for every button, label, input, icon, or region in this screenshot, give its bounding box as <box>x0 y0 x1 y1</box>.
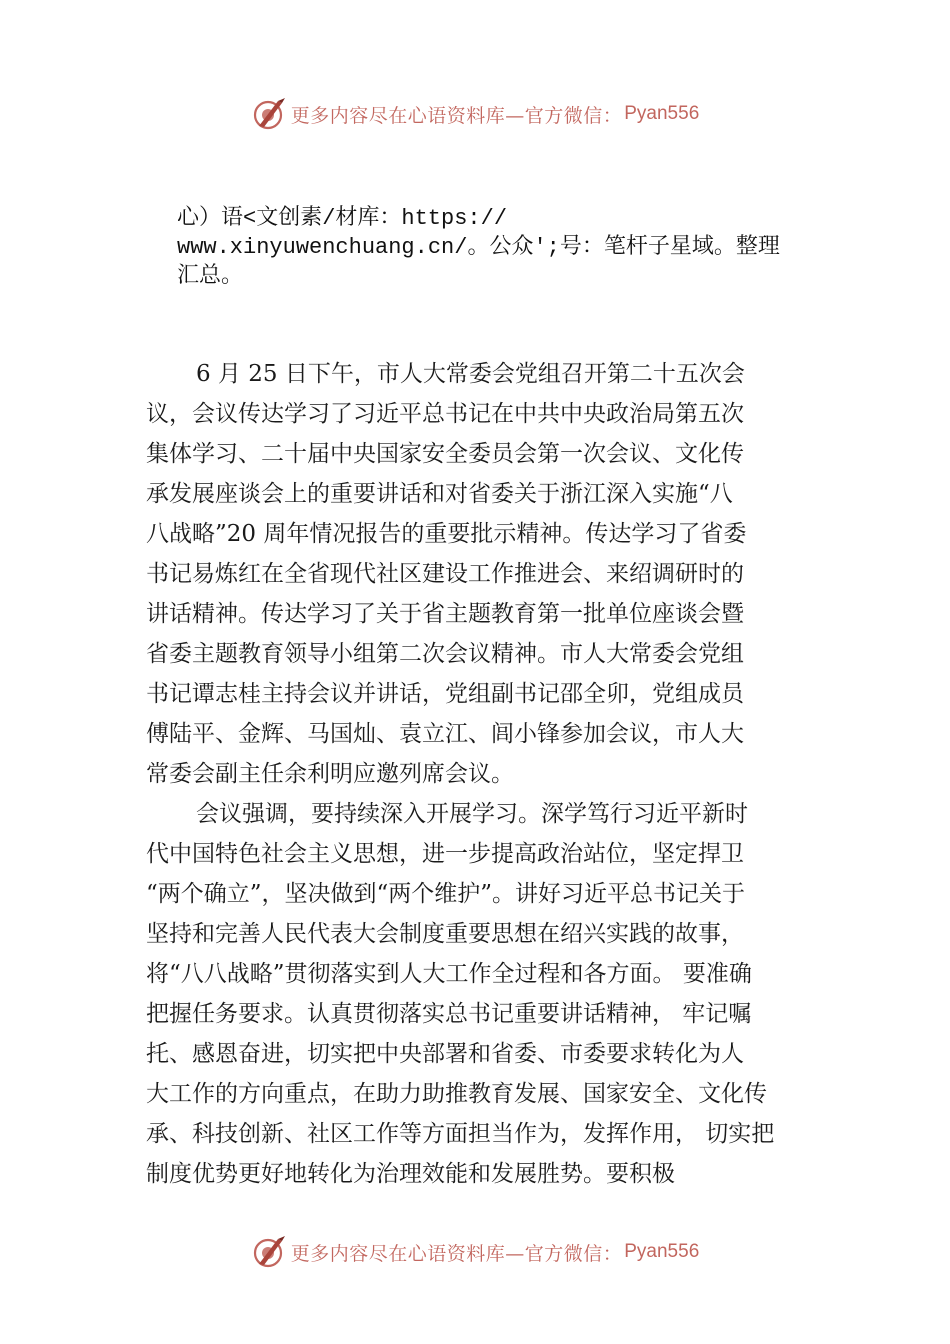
header-banner-text: 更多内容尽在心语资料库—官方微信： <box>290 104 623 127</box>
paragraph-line: 八战略”20 周年情况报告的重要批示精神。传达学习了省委 <box>146 521 747 547</box>
paragraph-line: 书记易炼红在全省现代社区建设工作推进会、来绍调研时的 <box>146 561 744 587</box>
paragraph-line: 大工作的方向重点，在助力助推教育发展、国家安全、文化传 <box>146 1081 767 1107</box>
paragraph-line: 把握任务要求。认真贯彻落实总书记重要讲话精神， 牢记嘱 <box>146 1001 752 1027</box>
footer-banner-text: 更多内容尽在心语资料库—官方微信： <box>290 1242 623 1265</box>
source-notice <box>177 204 827 291</box>
paragraph-line: 6 月 25 日下午，市人大常委会党组召开第二十五次会 <box>196 361 745 387</box>
paragraph-line: 托、感恩奋进，切实把中央部署和省委、市委要求转化为人 <box>146 1041 744 1067</box>
paragraph-line: 代中国特色社会主义思想，进一步提高政治站位，坚定捍卫 <box>146 841 744 867</box>
header-banner[interactable] <box>0 94 950 134</box>
footer-banner[interactable] <box>0 1232 950 1272</box>
paragraph-line: 坚持和完善人民代表大会制度重要思想在绍兴实践的故事， <box>146 921 744 947</box>
quill-logo-icon <box>251 1234 287 1270</box>
paragraph-line: 承、科技创新、社区工作等方面担当作为，发挥作用， 切实把 <box>146 1121 775 1147</box>
paragraph-line: 书记谭志桂主持会议并讲话，党组副书记邵全卯，党组成员 <box>146 681 744 707</box>
quill-logo-icon <box>251 96 287 132</box>
footer-banner-brand: Pyan556 <box>624 1241 700 1262</box>
notice-line: www.xinyuwenchuang.cn/。公众';号：笔杆子星域。整理 <box>177 235 780 260</box>
paragraph-line: 常委会副主任余利明应邀列席会议。 <box>146 761 514 787</box>
header-banner-brand: Pyan556 <box>624 103 700 124</box>
notice-line: 汇总。 <box>177 264 244 289</box>
paragraph-line: 集体学习、二十届中央国家安全委员会第一次会议、文化传 <box>146 441 744 467</box>
paragraph-line: 讲话精神。传达学习了关于省主题教育第一批单位座谈会暨 <box>146 601 744 627</box>
paragraph-line: 将“八八战略”贯彻落实到人大工作全过程和各方面。 要准确 <box>146 961 752 987</box>
paragraph-line: 会议强调，要持续深入开展学习。深学笃行习近平新时 <box>196 801 748 827</box>
paragraph-line: 傅陆平、金辉、马国灿、袁立江、闾小锋参加会议，市人大 <box>146 721 744 747</box>
paragraph-line: 制度优势更好地转化为治理效能和发展胜势。要积极 <box>146 1161 675 1187</box>
paragraph-line: “两个确立”，坚决做到“两个维护”。讲好习近平总书记关于 <box>146 881 746 907</box>
article-paragraph-2 <box>146 794 826 1194</box>
notice-line: 心）语<文创素/材库：https:// <box>177 206 508 231</box>
paragraph-line: 议，会议传达学习了习近平总书记在中共中央政治局第五次 <box>146 401 744 427</box>
paragraph-line: 承发展座谈会上的重要讲话和对省委关于浙江深入实施“八 <box>146 481 733 507</box>
article-paragraph-1 <box>146 354 826 794</box>
paragraph-line: 省委主题教育领导小组第二次会议精神。市人大常委会党组 <box>146 641 744 667</box>
